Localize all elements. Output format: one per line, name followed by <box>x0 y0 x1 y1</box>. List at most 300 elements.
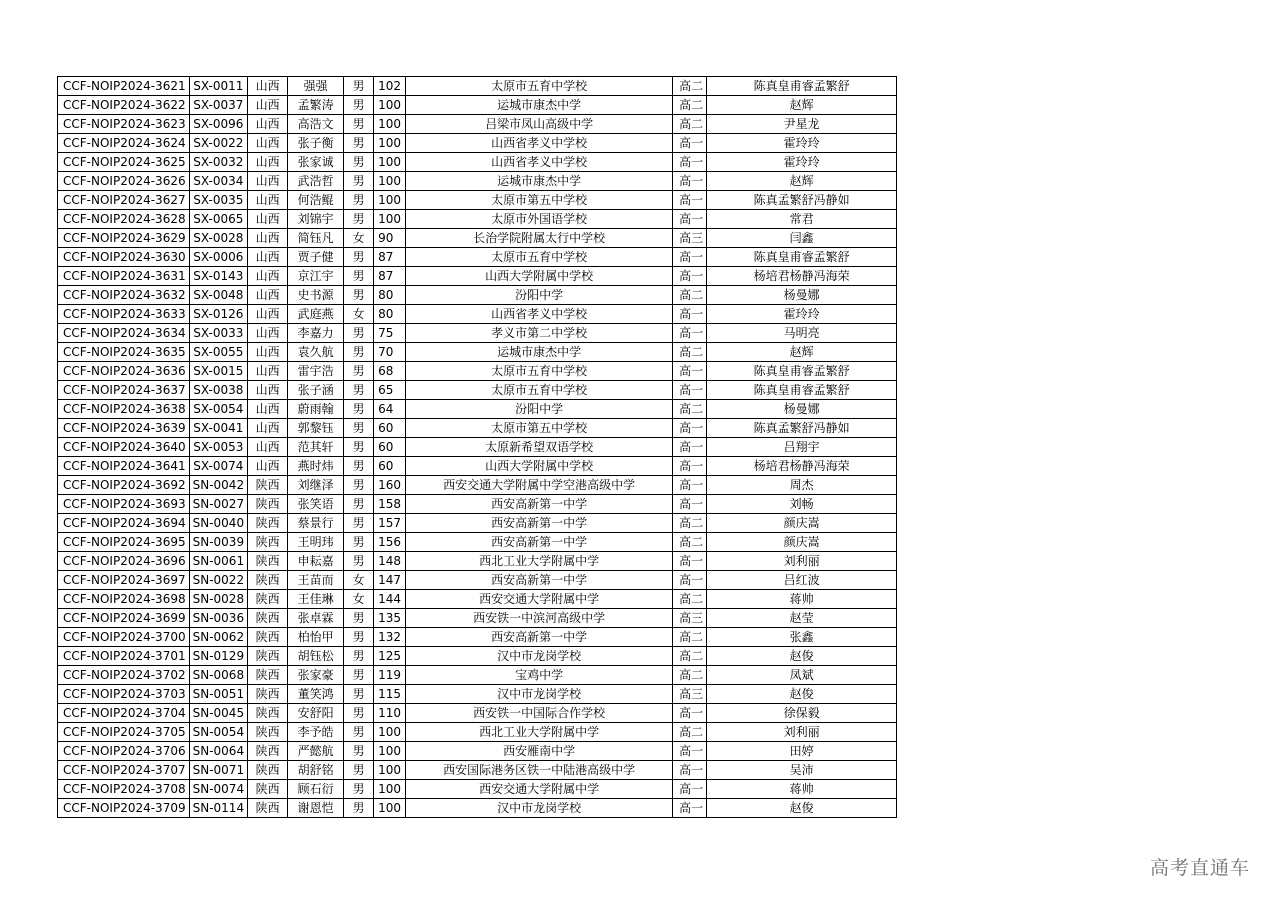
cell-student-name: 安舒阳 <box>288 704 344 723</box>
cell-student-name: 胡舒铭 <box>288 761 344 780</box>
cell-score: 87 <box>374 248 406 267</box>
cell-candidate-id: CCF-NOIP2024-3697 <box>58 571 190 590</box>
cell-province: 陕西 <box>248 761 288 780</box>
cell-school: 西安雁南中学 <box>406 742 673 761</box>
cell-grade: 高一 <box>673 476 707 495</box>
results-table <box>57 76 897 818</box>
table-row <box>58 400 897 419</box>
cell-score: 90 <box>374 229 406 248</box>
cell-score: 158 <box>374 495 406 514</box>
cell-student-name: 袁久航 <box>288 343 344 362</box>
table-row <box>58 191 897 210</box>
cell-grade: 高三 <box>673 685 707 704</box>
cell-grade: 高一 <box>673 552 707 571</box>
cell-school: 长治学院附属太行中学校 <box>406 229 673 248</box>
cell-exam-number: SX-0011 <box>189 77 247 96</box>
cell-school: 西安交通大学附属中学 <box>406 780 673 799</box>
cell-exam-number: SN-0039 <box>189 533 247 552</box>
cell-score: 60 <box>374 457 406 476</box>
cell-candidate-id: CCF-NOIP2024-3631 <box>58 267 190 286</box>
table-row <box>58 666 897 685</box>
cell-student-name: 张家豪 <box>288 666 344 685</box>
cell-exam-number: SX-0033 <box>189 324 247 343</box>
cell-candidate-id: CCF-NOIP2024-3702 <box>58 666 190 685</box>
cell-province: 陕西 <box>248 552 288 571</box>
cell-coach: 吴沛 <box>707 761 897 780</box>
cell-grade: 高二 <box>673 628 707 647</box>
table-row <box>58 210 897 229</box>
cell-student-name: 顾石衍 <box>288 780 344 799</box>
table-row <box>58 286 897 305</box>
cell-school: 山西大学附属中学校 <box>406 267 673 286</box>
watermark-logo-text: 高考直通车 <box>1149 857 1250 879</box>
cell-score: 80 <box>374 286 406 305</box>
cell-exam-number: SN-0129 <box>189 647 247 666</box>
cell-coach: 赵俊 <box>707 685 897 704</box>
cell-candidate-id: CCF-NOIP2024-3622 <box>58 96 190 115</box>
cell-student-name: 范其轩 <box>288 438 344 457</box>
cell-school: 汉中市龙岗学校 <box>406 647 673 666</box>
cell-candidate-id: CCF-NOIP2024-3705 <box>58 723 190 742</box>
table-row <box>58 514 897 533</box>
cell-province: 山西 <box>248 400 288 419</box>
cell-exam-number: SN-0036 <box>189 609 247 628</box>
cell-school: 西安高新第一中学 <box>406 571 673 590</box>
cell-gender: 男 <box>344 476 374 495</box>
cell-student-name: 燕时炜 <box>288 457 344 476</box>
cell-grade: 高一 <box>673 780 707 799</box>
cell-school: 西安国际港务区铁一中陆港高级中学 <box>406 761 673 780</box>
cell-candidate-id: CCF-NOIP2024-3639 <box>58 419 190 438</box>
cell-province: 山西 <box>248 362 288 381</box>
cell-grade: 高三 <box>673 229 707 248</box>
cell-grade: 高一 <box>673 153 707 172</box>
cell-candidate-id: CCF-NOIP2024-3706 <box>58 742 190 761</box>
cell-student-name: 刘锦宇 <box>288 210 344 229</box>
cell-school: 太原市第五中学校 <box>406 191 673 210</box>
cell-grade: 高一 <box>673 761 707 780</box>
cell-exam-number: SN-0045 <box>189 704 247 723</box>
cell-score: 100 <box>374 742 406 761</box>
cell-candidate-id: CCF-NOIP2024-3709 <box>58 799 190 818</box>
cell-score: 156 <box>374 533 406 552</box>
cell-student-name: 张家诚 <box>288 153 344 172</box>
cell-student-name: 柏怡甲 <box>288 628 344 647</box>
cell-school: 太原市五育中学校 <box>406 248 673 267</box>
cell-school: 山西大学附属中学校 <box>406 457 673 476</box>
cell-exam-number: SX-0126 <box>189 305 247 324</box>
table-row <box>58 590 897 609</box>
cell-school: 山西省孝义中学校 <box>406 305 673 324</box>
cell-coach: 刘利丽 <box>707 723 897 742</box>
cell-exam-number: SN-0062 <box>189 628 247 647</box>
cell-province: 山西 <box>248 115 288 134</box>
cell-coach: 杨曼娜 <box>707 286 897 305</box>
cell-grade: 高一 <box>673 191 707 210</box>
cell-coach: 闫鑫 <box>707 229 897 248</box>
cell-score: 100 <box>374 191 406 210</box>
cell-candidate-id: CCF-NOIP2024-3692 <box>58 476 190 495</box>
cell-province: 山西 <box>248 324 288 343</box>
cell-coach: 陈真孟繁舒冯静如 <box>707 191 897 210</box>
cell-province: 陕西 <box>248 685 288 704</box>
cell-score: 115 <box>374 685 406 704</box>
cell-student-name: 强强 <box>288 77 344 96</box>
table-row <box>58 609 897 628</box>
cell-candidate-id: CCF-NOIP2024-3633 <box>58 305 190 324</box>
cell-coach: 颜庆嵩 <box>707 514 897 533</box>
cell-school: 太原新希望双语学校 <box>406 438 673 457</box>
cell-coach: 刘畅 <box>707 495 897 514</box>
cell-school: 西安交通大学附属中学 <box>406 590 673 609</box>
cell-score: 80 <box>374 305 406 324</box>
cell-school: 汉中市龙岗学校 <box>406 685 673 704</box>
cell-student-name: 胡钰松 <box>288 647 344 666</box>
cell-province: 陕西 <box>248 514 288 533</box>
cell-gender: 男 <box>344 362 374 381</box>
table-row <box>58 704 897 723</box>
cell-coach: 凤斌 <box>707 666 897 685</box>
cell-province: 陕西 <box>248 476 288 495</box>
cell-gender: 男 <box>344 742 374 761</box>
cell-school: 西安铁一中国际合作学校 <box>406 704 673 723</box>
cell-gender: 男 <box>344 153 374 172</box>
cell-province: 山西 <box>248 77 288 96</box>
cell-student-name: 董笑鸿 <box>288 685 344 704</box>
table-row <box>58 761 897 780</box>
cell-student-name: 严懿航 <box>288 742 344 761</box>
cell-gender: 男 <box>344 77 374 96</box>
cell-exam-number: SX-0065 <box>189 210 247 229</box>
cell-candidate-id: CCF-NOIP2024-3635 <box>58 343 190 362</box>
cell-gender: 男 <box>344 286 374 305</box>
cell-gender: 男 <box>344 514 374 533</box>
cell-coach: 赵辉 <box>707 96 897 115</box>
cell-province: 陕西 <box>248 704 288 723</box>
cell-province: 山西 <box>248 267 288 286</box>
cell-candidate-id: CCF-NOIP2024-3629 <box>58 229 190 248</box>
cell-student-name: 王明玮 <box>288 533 344 552</box>
cell-exam-number: SN-0028 <box>189 590 247 609</box>
cell-coach: 吕红波 <box>707 571 897 590</box>
cell-gender: 男 <box>344 723 374 742</box>
cell-grade: 高一 <box>673 267 707 286</box>
cell-score: 157 <box>374 514 406 533</box>
cell-score: 100 <box>374 723 406 742</box>
cell-score: 132 <box>374 628 406 647</box>
table-row <box>58 495 897 514</box>
cell-candidate-id: CCF-NOIP2024-3624 <box>58 134 190 153</box>
cell-province: 陕西 <box>248 742 288 761</box>
cell-gender: 男 <box>344 666 374 685</box>
cell-grade: 高二 <box>673 590 707 609</box>
cell-exam-number: SX-0041 <box>189 419 247 438</box>
cell-score: 144 <box>374 590 406 609</box>
cell-candidate-id: CCF-NOIP2024-3627 <box>58 191 190 210</box>
cell-school: 吕梁市凤山高级中学 <box>406 115 673 134</box>
cell-grade: 高一 <box>673 457 707 476</box>
cell-grade: 高一 <box>673 799 707 818</box>
cell-grade: 高二 <box>673 723 707 742</box>
table-row <box>58 628 897 647</box>
cell-student-name: 蔚雨翰 <box>288 400 344 419</box>
cell-score: 60 <box>374 419 406 438</box>
cell-student-name: 何浩鲲 <box>288 191 344 210</box>
cell-exam-number: SN-0027 <box>189 495 247 514</box>
cell-student-name: 史书源 <box>288 286 344 305</box>
cell-student-name: 武庭燕 <box>288 305 344 324</box>
table-row <box>58 96 897 115</box>
cell-gender: 男 <box>344 457 374 476</box>
cell-gender: 男 <box>344 381 374 400</box>
cell-gender: 男 <box>344 343 374 362</box>
cell-coach: 徐保毅 <box>707 704 897 723</box>
cell-student-name: 申耘嘉 <box>288 552 344 571</box>
cell-grade: 高一 <box>673 172 707 191</box>
table-row <box>58 571 897 590</box>
cell-candidate-id: CCF-NOIP2024-3623 <box>58 115 190 134</box>
cell-exam-number: SN-0040 <box>189 514 247 533</box>
cell-province: 山西 <box>248 229 288 248</box>
cell-grade: 高一 <box>673 495 707 514</box>
table-row <box>58 780 897 799</box>
cell-grade: 高二 <box>673 77 707 96</box>
cell-score: 160 <box>374 476 406 495</box>
cell-score: 148 <box>374 552 406 571</box>
cell-score: 100 <box>374 780 406 799</box>
cell-school: 宝鸡中学 <box>406 666 673 685</box>
cell-province: 陕西 <box>248 628 288 647</box>
cell-school: 山西省孝义中学校 <box>406 134 673 153</box>
cell-candidate-id: CCF-NOIP2024-3699 <box>58 609 190 628</box>
cell-gender: 男 <box>344 495 374 514</box>
cell-score: 60 <box>374 438 406 457</box>
cell-score: 100 <box>374 761 406 780</box>
cell-score: 68 <box>374 362 406 381</box>
cell-province: 山西 <box>248 172 288 191</box>
cell-school: 太原市外国语学校 <box>406 210 673 229</box>
table-row <box>58 419 897 438</box>
cell-exam-number: SX-0053 <box>189 438 247 457</box>
cell-exam-number: SN-0114 <box>189 799 247 818</box>
cell-gender: 女 <box>344 229 374 248</box>
cell-school: 西安高新第一中学 <box>406 533 673 552</box>
cell-gender: 男 <box>344 647 374 666</box>
cell-coach: 陈真皇甫睿孟繁舒 <box>707 362 897 381</box>
table-row <box>58 229 897 248</box>
cell-school: 汾阳中学 <box>406 286 673 305</box>
cell-grade: 高一 <box>673 134 707 153</box>
cell-coach: 刘利丽 <box>707 552 897 571</box>
cell-gender: 男 <box>344 609 374 628</box>
cell-student-name: 贾子健 <box>288 248 344 267</box>
cell-grade: 高一 <box>673 362 707 381</box>
table-row <box>58 647 897 666</box>
cell-school: 西安高新第一中学 <box>406 495 673 514</box>
cell-exam-number: SX-0054 <box>189 400 247 419</box>
cell-school: 西安高新第一中学 <box>406 514 673 533</box>
cell-candidate-id: CCF-NOIP2024-3637 <box>58 381 190 400</box>
table-row <box>58 115 897 134</box>
table-body <box>58 77 897 818</box>
cell-province: 陕西 <box>248 533 288 552</box>
cell-score: 100 <box>374 96 406 115</box>
cell-candidate-id: CCF-NOIP2024-3703 <box>58 685 190 704</box>
cell-gender: 男 <box>344 685 374 704</box>
cell-candidate-id: CCF-NOIP2024-3707 <box>58 761 190 780</box>
cell-student-name: 蔡景行 <box>288 514 344 533</box>
cell-candidate-id: CCF-NOIP2024-3621 <box>58 77 190 96</box>
cell-score: 100 <box>374 172 406 191</box>
cell-coach: 陈真皇甫睿孟繁舒 <box>707 248 897 267</box>
cell-exam-number: SX-0038 <box>189 381 247 400</box>
cell-grade: 高一 <box>673 324 707 343</box>
cell-gender: 男 <box>344 96 374 115</box>
table-row <box>58 77 897 96</box>
cell-score: 100 <box>374 799 406 818</box>
cell-gender: 男 <box>344 210 374 229</box>
cell-province: 陕西 <box>248 780 288 799</box>
cell-exam-number: SX-0015 <box>189 362 247 381</box>
cell-grade: 高一 <box>673 305 707 324</box>
cell-exam-number: SX-0035 <box>189 191 247 210</box>
cell-candidate-id: CCF-NOIP2024-3636 <box>58 362 190 381</box>
cell-school: 孝义市第二中学校 <box>406 324 673 343</box>
cell-exam-number: SX-0037 <box>189 96 247 115</box>
cell-gender: 男 <box>344 438 374 457</box>
cell-score: 64 <box>374 400 406 419</box>
cell-score: 110 <box>374 704 406 723</box>
cell-candidate-id: CCF-NOIP2024-3696 <box>58 552 190 571</box>
cell-province: 山西 <box>248 210 288 229</box>
cell-candidate-id: CCF-NOIP2024-3632 <box>58 286 190 305</box>
cell-grade: 高一 <box>673 381 707 400</box>
cell-exam-number: SN-0042 <box>189 476 247 495</box>
cell-school: 运城市康杰中学 <box>406 343 673 362</box>
cell-coach: 周杰 <box>707 476 897 495</box>
cell-exam-number: SN-0071 <box>189 761 247 780</box>
table-row <box>58 799 897 818</box>
table-row <box>58 742 897 761</box>
cell-coach: 霍玲玲 <box>707 134 897 153</box>
cell-grade: 高一 <box>673 248 707 267</box>
table-row <box>58 457 897 476</box>
cell-coach: 马明亮 <box>707 324 897 343</box>
cell-student-name: 王苗而 <box>288 571 344 590</box>
cell-student-name: 刘继泽 <box>288 476 344 495</box>
cell-gender: 男 <box>344 115 374 134</box>
cell-score: 100 <box>374 210 406 229</box>
cell-score: 70 <box>374 343 406 362</box>
cell-student-name: 张子衡 <box>288 134 344 153</box>
cell-coach: 赵俊 <box>707 799 897 818</box>
cell-candidate-id: CCF-NOIP2024-3701 <box>58 647 190 666</box>
cell-province: 陕西 <box>248 799 288 818</box>
cell-grade: 高一 <box>673 438 707 457</box>
cell-coach: 杨培君杨静冯海荣 <box>707 457 897 476</box>
table-row <box>58 362 897 381</box>
cell-gender: 男 <box>344 248 374 267</box>
cell-province: 陕西 <box>248 647 288 666</box>
cell-school: 汾阳中学 <box>406 400 673 419</box>
table-row <box>58 533 897 552</box>
cell-student-name: 王佳琳 <box>288 590 344 609</box>
cell-gender: 男 <box>344 552 374 571</box>
cell-coach: 杨曼娜 <box>707 400 897 419</box>
cell-coach: 赵辉 <box>707 172 897 191</box>
cell-gender: 女 <box>344 305 374 324</box>
cell-candidate-id: CCF-NOIP2024-3641 <box>58 457 190 476</box>
cell-coach: 霍玲玲 <box>707 153 897 172</box>
cell-candidate-id: CCF-NOIP2024-3630 <box>58 248 190 267</box>
cell-province: 山西 <box>248 153 288 172</box>
cell-score: 135 <box>374 609 406 628</box>
cell-coach: 蒋帅 <box>707 780 897 799</box>
cell-exam-number: SN-0022 <box>189 571 247 590</box>
cell-gender: 男 <box>344 267 374 286</box>
cell-grade: 高二 <box>673 96 707 115</box>
cell-student-name: 京江宇 <box>288 267 344 286</box>
cell-province: 山西 <box>248 248 288 267</box>
cell-student-name: 张卓霖 <box>288 609 344 628</box>
table-row <box>58 267 897 286</box>
cell-grade: 高二 <box>673 514 707 533</box>
cell-exam-number: SX-0143 <box>189 267 247 286</box>
cell-school: 西安铁一中滨河高级中学 <box>406 609 673 628</box>
cell-coach: 陈真孟繁舒冯静如 <box>707 419 897 438</box>
cell-coach: 赵俊 <box>707 647 897 666</box>
cell-student-name: 雷宇浩 <box>288 362 344 381</box>
cell-coach: 颜庆嵩 <box>707 533 897 552</box>
cell-grade: 高二 <box>673 666 707 685</box>
cell-school: 西北工业大学附属中学 <box>406 552 673 571</box>
table-row <box>58 248 897 267</box>
cell-coach: 张鑫 <box>707 628 897 647</box>
table-row <box>58 324 897 343</box>
cell-gender: 男 <box>344 419 374 438</box>
table-row <box>58 685 897 704</box>
cell-candidate-id: CCF-NOIP2024-3704 <box>58 704 190 723</box>
cell-gender: 男 <box>344 761 374 780</box>
cell-province: 山西 <box>248 419 288 438</box>
cell-candidate-id: CCF-NOIP2024-3694 <box>58 514 190 533</box>
cell-student-name: 武浩哲 <box>288 172 344 191</box>
cell-coach: 蒋帅 <box>707 590 897 609</box>
cell-student-name: 谢恩恺 <box>288 799 344 818</box>
cell-coach: 田婷 <box>707 742 897 761</box>
cell-candidate-id: CCF-NOIP2024-3708 <box>58 780 190 799</box>
table-row <box>58 305 897 324</box>
cell-grade: 高二 <box>673 115 707 134</box>
cell-province: 陕西 <box>248 571 288 590</box>
cell-coach: 陈真皇甫睿孟繁舒 <box>707 381 897 400</box>
cell-score: 125 <box>374 647 406 666</box>
cell-gender: 男 <box>344 134 374 153</box>
cell-province: 陕西 <box>248 590 288 609</box>
cell-school: 西安高新第一中学 <box>406 628 673 647</box>
cell-grade: 高二 <box>673 286 707 305</box>
table-row <box>58 134 897 153</box>
cell-school: 西安交通大学附属中学空港高级中学 <box>406 476 673 495</box>
cell-student-name: 高浩文 <box>288 115 344 134</box>
cell-gender: 女 <box>344 571 374 590</box>
cell-exam-number: SX-0074 <box>189 457 247 476</box>
cell-grade: 高一 <box>673 742 707 761</box>
cell-candidate-id: CCF-NOIP2024-3626 <box>58 172 190 191</box>
cell-exam-number: SN-0074 <box>189 780 247 799</box>
cell-exam-number: SX-0055 <box>189 343 247 362</box>
cell-student-name: 孟繁涛 <box>288 96 344 115</box>
